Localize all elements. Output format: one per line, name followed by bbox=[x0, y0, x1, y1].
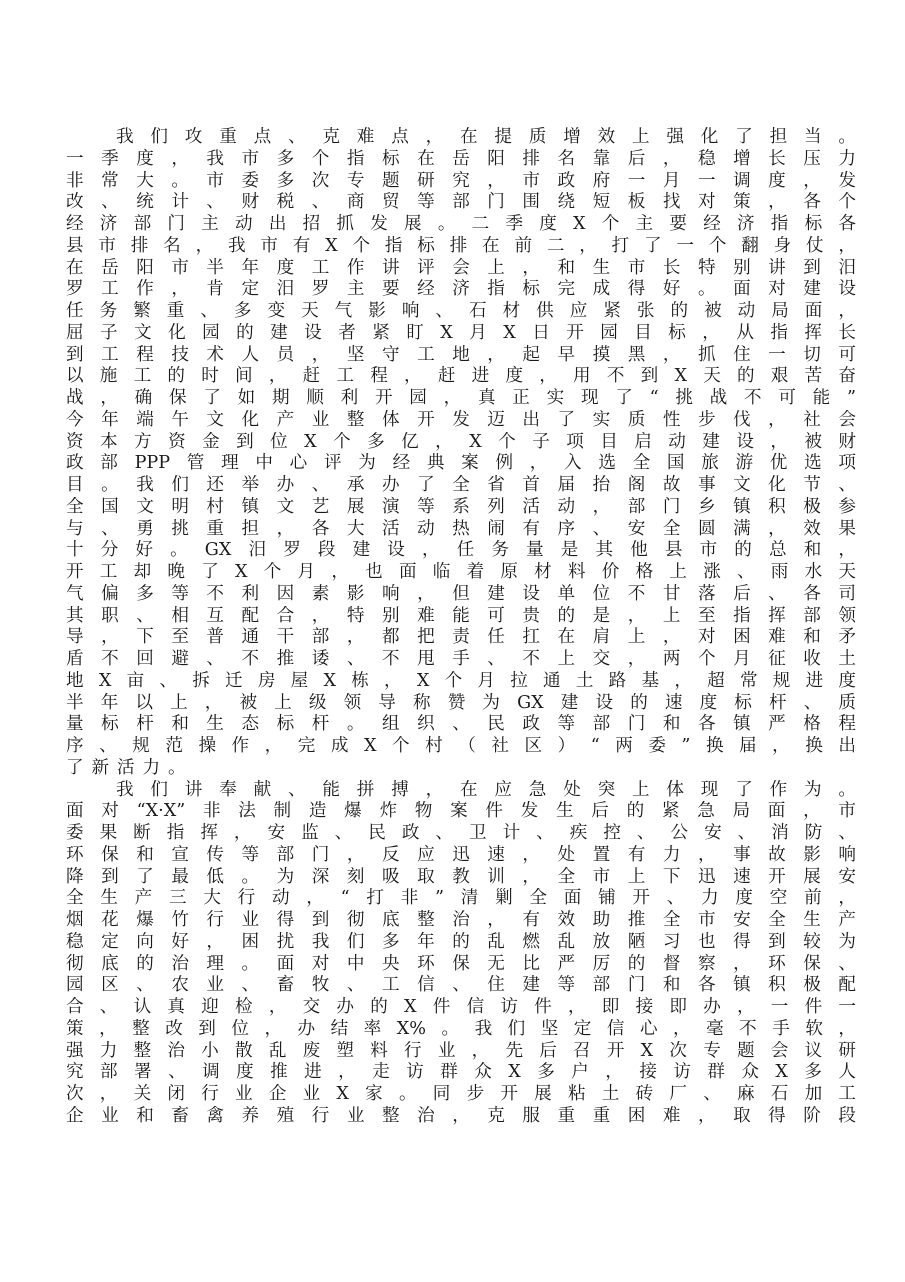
paragraph-line: 强力整治小散乱废塑料行业，先后召开X次专题会议研 bbox=[66, 1040, 856, 1061]
paragraph-line: 合、认真迎检，交办的X件信访件，即接即办，一件一 bbox=[66, 997, 856, 1017]
paragraph-line: 量标杆和生态标杆。组织、民政等部门和各镇严格程 bbox=[66, 714, 856, 735]
paragraph-line: 资本方资金到位X个多亿，X个子项目启动建设，被财 bbox=[66, 431, 856, 452]
paragraph-line: 气偏多等不利因素影响，但建设单位不甘落后、各司 bbox=[66, 583, 856, 604]
paragraph-line: 我们攻重点、克难点，在提质增效上强化了担当。 bbox=[116, 127, 856, 147]
paragraph-line: 今年端午文化产业整体开发迈出了实质性步伐，社会 bbox=[66, 409, 856, 430]
paragraph-line: 与、勇挑重担，各大活动热闹有序、安全圆满，效果 bbox=[66, 518, 856, 539]
paragraph-line: 企业和畜禽养殖行业整治，克服重重困难，取得阶段 bbox=[66, 1105, 856, 1126]
paragraph-line: 目。我们还举办、承办了全省首届抬阁故事文化节、 bbox=[66, 475, 856, 495]
paragraph-line: 屈子文化园的建设者紧盯X月X日开园目标，从指挥长 bbox=[66, 322, 856, 343]
paragraph-line: 全生产三大行动，“打非”清剿全面铺开、力度空前， bbox=[66, 888, 856, 909]
paragraph-line: 战，确保了如期顺利开园，真正实现了“挑战不可能” bbox=[66, 388, 856, 408]
paragraph-line: 我们讲奉献、能拼搏，在应急处突上体现了作为。 bbox=[116, 779, 856, 800]
paragraph-line: 以施工的时间，赶工程，赶进度，用不到X天的艰苦奋 bbox=[66, 366, 856, 387]
paragraph-line: 县市排名，我市有X个指标排在前二，打了一个翻身仗， bbox=[66, 235, 856, 256]
paragraph-line: 园区、农业、畜牧、工信、住建等部门和各镇积极配 bbox=[66, 975, 856, 996]
paragraph-line: 降到了最低。为深刻吸取教训，全市上下迅速开展安 bbox=[66, 866, 856, 887]
paragraph-line: 全国文明村镇文艺展演等系列活动，部门乡镇积极参 bbox=[66, 496, 856, 517]
paragraph-line: 一季度，我市多个指标在岳阳排名靠后，稳增长压力 bbox=[66, 148, 856, 169]
paragraph-line: 次，关闭行业企业X家。同步开展粘土砖厂、麻石加工 bbox=[66, 1084, 856, 1104]
paragraph-line: 在岳阳市半年度工作讲评会上，和生市长特别讲到汨 bbox=[66, 257, 856, 278]
paragraph-line: 改、统计、财税、商贸等部门围绕短板找对策，各个 bbox=[66, 192, 856, 213]
paragraph-line: 其职、相互配合，特别难能可贵的是，上至指挥部领 bbox=[66, 605, 856, 626]
paragraph-line: 半年以上，被上级领导称赞为GX建设的速度标杆、质 bbox=[66, 692, 856, 713]
paragraph-line: 罗工作，肯定汨罗主要经济指标完成得好。面对建设 bbox=[66, 279, 856, 300]
paragraph-line: 了新活力。 bbox=[66, 757, 194, 778]
paragraph-line: 政部PPP管理中心评为经典案例，入选全国旅游优选项 bbox=[66, 453, 856, 474]
body-text bbox=[66, 127, 856, 1128]
paragraph-line: 地X亩、拆迁房屋X栋，X个月拉通土路基，超常规进度 bbox=[66, 670, 856, 691]
paragraph-line: 环保和宣传等部门，反应迅速，处置有力，事故影响 bbox=[66, 844, 856, 865]
paragraph-line: 导，下至普通干部，都把责任扛在肩上，对困难和矛 bbox=[66, 627, 856, 648]
paragraph-line: 彻底的治理。面对中央环保无比严厉的督察，环保、 bbox=[66, 953, 856, 974]
paragraph-line: 到工程技术人员，坚守工地，起早摸黑，抓住一切可 bbox=[66, 344, 856, 365]
paragraph-line: 十分好。GX汨罗段建设，任务量是其他县市的总和， bbox=[66, 540, 856, 561]
paragraph-line: 面对“X·X”非法制造爆炸物案件发生后的紧急局面，市 bbox=[66, 801, 856, 822]
paragraph-line: 究部署、调度推进，走访群众X多户，接访群众X多人 bbox=[66, 1062, 856, 1083]
paragraph-line: 委果断指挥，安监、民政、卫计、疾控、公安、消防、 bbox=[66, 823, 856, 843]
paragraph-line: 稳定向好，困扰我们多年的乱燃乱放陋习也得到较为 bbox=[66, 931, 856, 952]
paragraph-line: 烟花爆竹行业得到彻底整治，有效助推全市安全生产 bbox=[66, 910, 856, 930]
paragraph-line: 开工却晚了X个月，也面临着原材料价格上涨、雨水天 bbox=[66, 562, 856, 582]
paragraph-line: 策，整改到位，办结率X%。我们坚定信心，毫不手软， bbox=[66, 1018, 856, 1039]
paragraph-line: 序、规范操作，完成X个村（社区）“两委”换届，换出 bbox=[66, 736, 856, 756]
paragraph-line: 任务繁重、多变天气影响、石材供应紧张的被动局面， bbox=[66, 301, 856, 321]
paragraph-line: 非常大。市委多次专题研究，市政府一月一调度，发 bbox=[66, 170, 856, 191]
paragraph-line: 盾不回避、不推诿、不甩手、不上交，两个月征收土 bbox=[66, 649, 856, 669]
paragraph-line: 经济部门主动出招抓发展。二季度X个主要经济指标各 bbox=[66, 214, 856, 234]
